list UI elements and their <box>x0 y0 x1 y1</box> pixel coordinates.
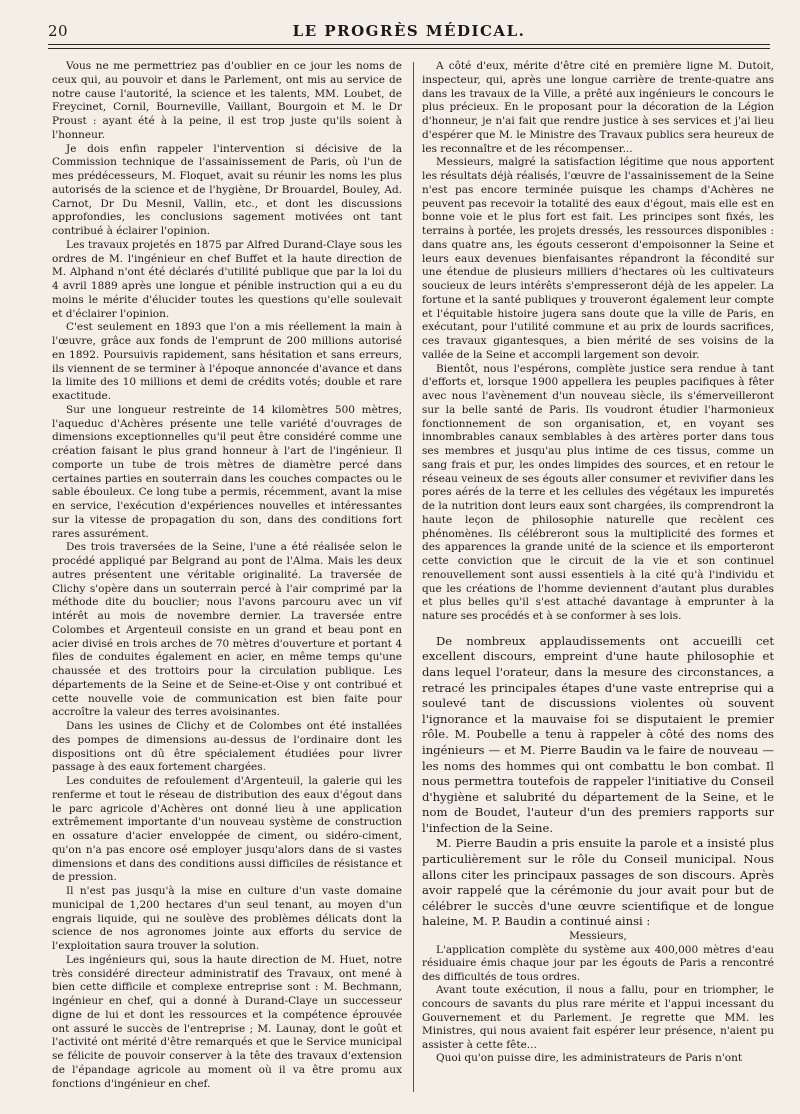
paragraph: C'est seulement en 1893 que l'on a mis réellement la main à l'œuvre, grâce aux fonds de l'emprunt de 200 millions autorisé en 1892. Poursuivis rapidement, sans hésitation et sans erreurs, ils viennent de se terminer à l'époque annoncée d'avance et dans la limite des 10 millions et demi de crédits votés; double et rare exactitude. <box>52 321 402 402</box>
column-divider <box>413 62 414 1092</box>
paragraph: Avant toute exécution, il nous a fallu, pour en triompher, le concours de savants du plus rare mérite et l'appui incessant du Gouvernement et du Parlement. Je regrette que MM. les Ministres, qui nous avaient fait espérer leur présence, n'aient pu assister à cette fête... <box>422 984 774 1051</box>
paragraph: Il n'est pas jusqu'à la mise en culture d'un vaste domaine municipal de 1,200 hectares d'un seul tenant, au moyen d'un engrais liquide, qui ne soulève des problèmes délicats dont la science de nos agronomes jointe aux efforts du service de l'exploitation saura trouver la solution. <box>52 885 402 952</box>
paragraph: L'application complète du système aux 400,000 mètres d'eau résiduaire émis chaque jour par les égouts de Paris a rencontré des difficultés de tous ordres. <box>422 943 774 983</box>
baudin-speech <box>422 930 774 1066</box>
paragraph: Je dois enfin rappeler l'intervention si décisive de la Commission technique de l'assainissement de Paris, où l'un de mes prédécesseurs, M. Floquet, avait su réunir les noms les plus autorisés de la science et de l'hygiène, Dr Brouardel, Bouley, Ad. Carnot, Dr Du Mesnil, Vallin, etc., et dont les discussions approfondies, les conclusions sagement motivées ont tant contribué à éclairer l'opinion. <box>52 142 402 237</box>
paragraph: Les conduites de refoulement d'Argenteuil, la galerie qui les renferme et tout le réseau de distribution des eaux d'égout dans le parc agricole d'Achères ont donné lieu à une application extrêmement importante d'un nouveau système de construction en ossature d'acier enveloppée de ciment, ou sidéro-ciment, qu'on n'a pas encore osé employer jusqu'alors dans de si vastes dimensions et dans des conditions aussi difficiles de résistance et de pression. <box>52 775 402 884</box>
paragraph: Des trois traversées de la Seine, l'une a été réalisée selon le procédé appliqué par Belgrand au pont de l'Alma. Mais les deux autres présentent une véritable originalité. La traversée de Clichy s'opère dans un souterrain percé à l'air comprimé par la méthode dite du bouclier; nous l'avons parcouru avec un vif intérêt au mois de novembre dernier. La traversée entre Colombes et Argenteuil consiste en un grand et beau pont en acier divisé en trois arches de 70 mètres d'ouverture et portant 4 files de conduites également en acier, en même temps qu'une chaussée et des trottoirs pour la circulation publique. Les départements de la Seine et de Seine-et-Oise y ont contribué et cette nouvelle voie de communication est bien faite pour accroître la valeur des terres avoisinantes. <box>52 541 402 719</box>
paragraph: Les ingénieurs qui, sous la haute direction de M. Huet, notre très considéré directeur administratif des Travaux, ont mené à bien cette difficile et complexe entreprise sont : M. Bechmann, ingénieur en chef, qui a donné à Durand-Claye un successeur digne de lui et dont les ressources et la compétence éprouvée ont assuré le succès de l'entreprise ; M. Launay, dont le goût et l'activité ont mérité d'être remarqués et que le Service municipal se félicite de pouvoir conserver à la tête des travaux d'extension de l'épandage agricole au moment où il va être promu aux fonctions d'ingénieur en chef. <box>52 953 402 1090</box>
report-paragraph: De nombreux applaudissements ont accueilli cet excellent discours, empreint d'une haute philosophie et dans lequel l'orateur, dans la mesure des circonstances, a retracé les principales étapes d'une vaste entreprise qui a soulevé tant de discussions violentes où souvent l'ignorance et la mauvaise foi se disputaient le premier rôle. M. Poubelle a tenu à rappeler à côté des noms des ingénieurs — et M. Pierre Baudin va le faire de nouveau — les noms des hommes qui ont combattu le bon combat. Il nous permettra toutefois de rappeler l'initiative du Conseil d'hygiène et salubrité du département de la Seine, et le nom de Boudet, l'auteur d'un des premiers rapports sur l'infection de la Seine. <box>422 633 774 835</box>
right-column <box>422 60 774 1100</box>
left-column <box>52 60 402 1100</box>
paragraph: Bientôt, nous l'espérons, complète justice sera rendue à tant d'efforts et, lorsque 1900 appellera les peuples pacifiques à fêter avec nous l'avènement d'un nouveau siècle, ils s'émerveilleront sur la belle santé de Paris. Ils voudront étudier l'harmonieux fonctionnement de son organisation, et, en voyant ses innombrables canaux semblables à des artères porter dans tous ses membres et jusqu'au plus intime de ces tissus, comme un sang frais et pur, les ondes limpides des sources, et en retour le réseau veineux de ses égouts aller consumer et revivifier dans les pores aérés de la terre et les cellules des végétaux les impuretés de la nutrition dont leurs eaux sont chargées, ils comprendront la haute leçon de philosophie naturelle que recèlent ces phénomènes. Ils célébreront sous la multiplicité des formes et des apparences la grande unité de la science et ils emporteront cette conviction que le circuit de la vie et son continuel renouvellement sont aussi essentiels à la cité qu'à l'individu et que les créations de l'homme deviennent d'autant plus durables et plus belles qu'il s'est attaché davantage à emprunter à la nature ses procédés et à se conformer à ses lois. <box>422 362 774 622</box>
report-paragraph: M. Pierre Baudin a pris ensuite la parole et a insisté plus particulièrement sur le rôle du Conseil municipal. Nous allons citer les principaux passages de son discours. Après avoir rappelé que la cérémonie du jour avait pour but de célébrer le succès d'une œuvre scientifique et de longue haleine, M. P. Baudin a continué ainsi : <box>422 836 774 929</box>
paragraph: Sur une longueur restreinte de 14 kilomètres 500 mètres, l'aqueduc d'Achères présente une telle variété d'ouvrages de dimensions exceptionnelles qu'il peut être considéré comme une création faisant le plus grand honneur à l'art de l'ingénieur. Il comporte un tube de trois mètres de diamètre percé dans certaines parties en souterrain dans les couches compactes ou le sable éboulеux. Ce long tube a permis, récemment, avant la mise en service, l'exécution d'expériences nouvelles et intéressantes sur la vitesse de propagation du son, dans des conditions fort rares assurément. <box>52 403 402 540</box>
header-rule <box>48 44 770 45</box>
paragraph: Messieurs, malgré la satisfaction légitime que nous apportent les résultats déjà réalisés, l'œuvre de l'assainissement de la Seine n'est pas encore terminée puisque les champs d'Achères ne peuvent pas recevoir la totalité des eaux d'égout, mais elle est en bonne voie et le plus fort est fait. Les principes sont fixés, les terrains à portée, les projets dressés, les ressources disponibles : dans quatre ans, les égouts cesseront d'empoisonner la Seine et leurs eaux devenues bienfaisantes répandront la fécondité sur une étendue de plusieurs milliers d'hectares où les cultivateurs soucieux de leurs intérêts s'empresseront déjà de les appeler. La fortune et la santé publiques y trouveront également leur compte et l'équitable histoire jugera sans doute que la ville de Paris, en exécutant, pour l'utilité commune et au prix de lourds sacrifices, ces travaux gigantesques, a bien mérité de ses voisins de la vallée de la Seine et accompli largement son devoir. <box>422 156 774 361</box>
report-section <box>422 634 774 930</box>
paragraph: Les travaux projetés en 1875 par Alfred Durand-Claye sous les ordres de M. l'ingénieur en chef Buffet et la haute direction de M. Alphand n'ont été déclarés d'utilité publique que par la loi du 4 avril 1889 après une longue et pénible instruction qui a eu du moins le mérite d'élucider toutes les questions qu'elle soulevait et d'éclairer l'opinion. <box>52 238 402 320</box>
salutation: Messieurs, <box>569 930 627 943</box>
paragraph: Quoi qu'on puisse dire, les administrateurs de Paris n'ont <box>436 1052 743 1065</box>
header-rule-thin <box>48 48 770 49</box>
paragraph: Vous ne me permettriez pas d'oublier en ce jour les noms de ceux qui, au pouvoir et dans le Parlement, ont mis au service de notre cause l'autorité, la science et les talents, MM. Loubet, de Freycinet, Cornil, Bourneville, Vaillant, Bourgoin et M. le Dr Proust : ayant été à la peine, il est trop juste qu'ils soient à l'honneur. <box>52 60 402 141</box>
speech-continuation <box>422 60 774 624</box>
journal-title: LE PROGRÈS MÉDICAL. <box>292 22 526 40</box>
page-header <box>48 22 770 44</box>
paragraph: A côté d'eux, mérite d'être cité en première ligne M. Dutoit, inspecteur, qui, après une longue carrière de trente-quatre ans dans les travaux de la Ville, a prêté aux ingénieurs le concours le plus précieux. En le proposant pour la décoration de la Légion d'honneur, je n'ai fait que rendre justice à ses services et j'ai lieu d'espérer que M. le Ministre des Travaux publics sera heureux de les reconnaître et de les récompenser... <box>422 60 774 155</box>
paragraph: Dans les usines de Clichy et de Colombes ont été installées des pompes de dimensions au-dessus de l'ordinaire dont les dispositions ont dû être spécialement étudiées pour livrer passage à des eaux fortement chargées. <box>52 720 402 774</box>
page-number: 20 <box>48 22 69 40</box>
